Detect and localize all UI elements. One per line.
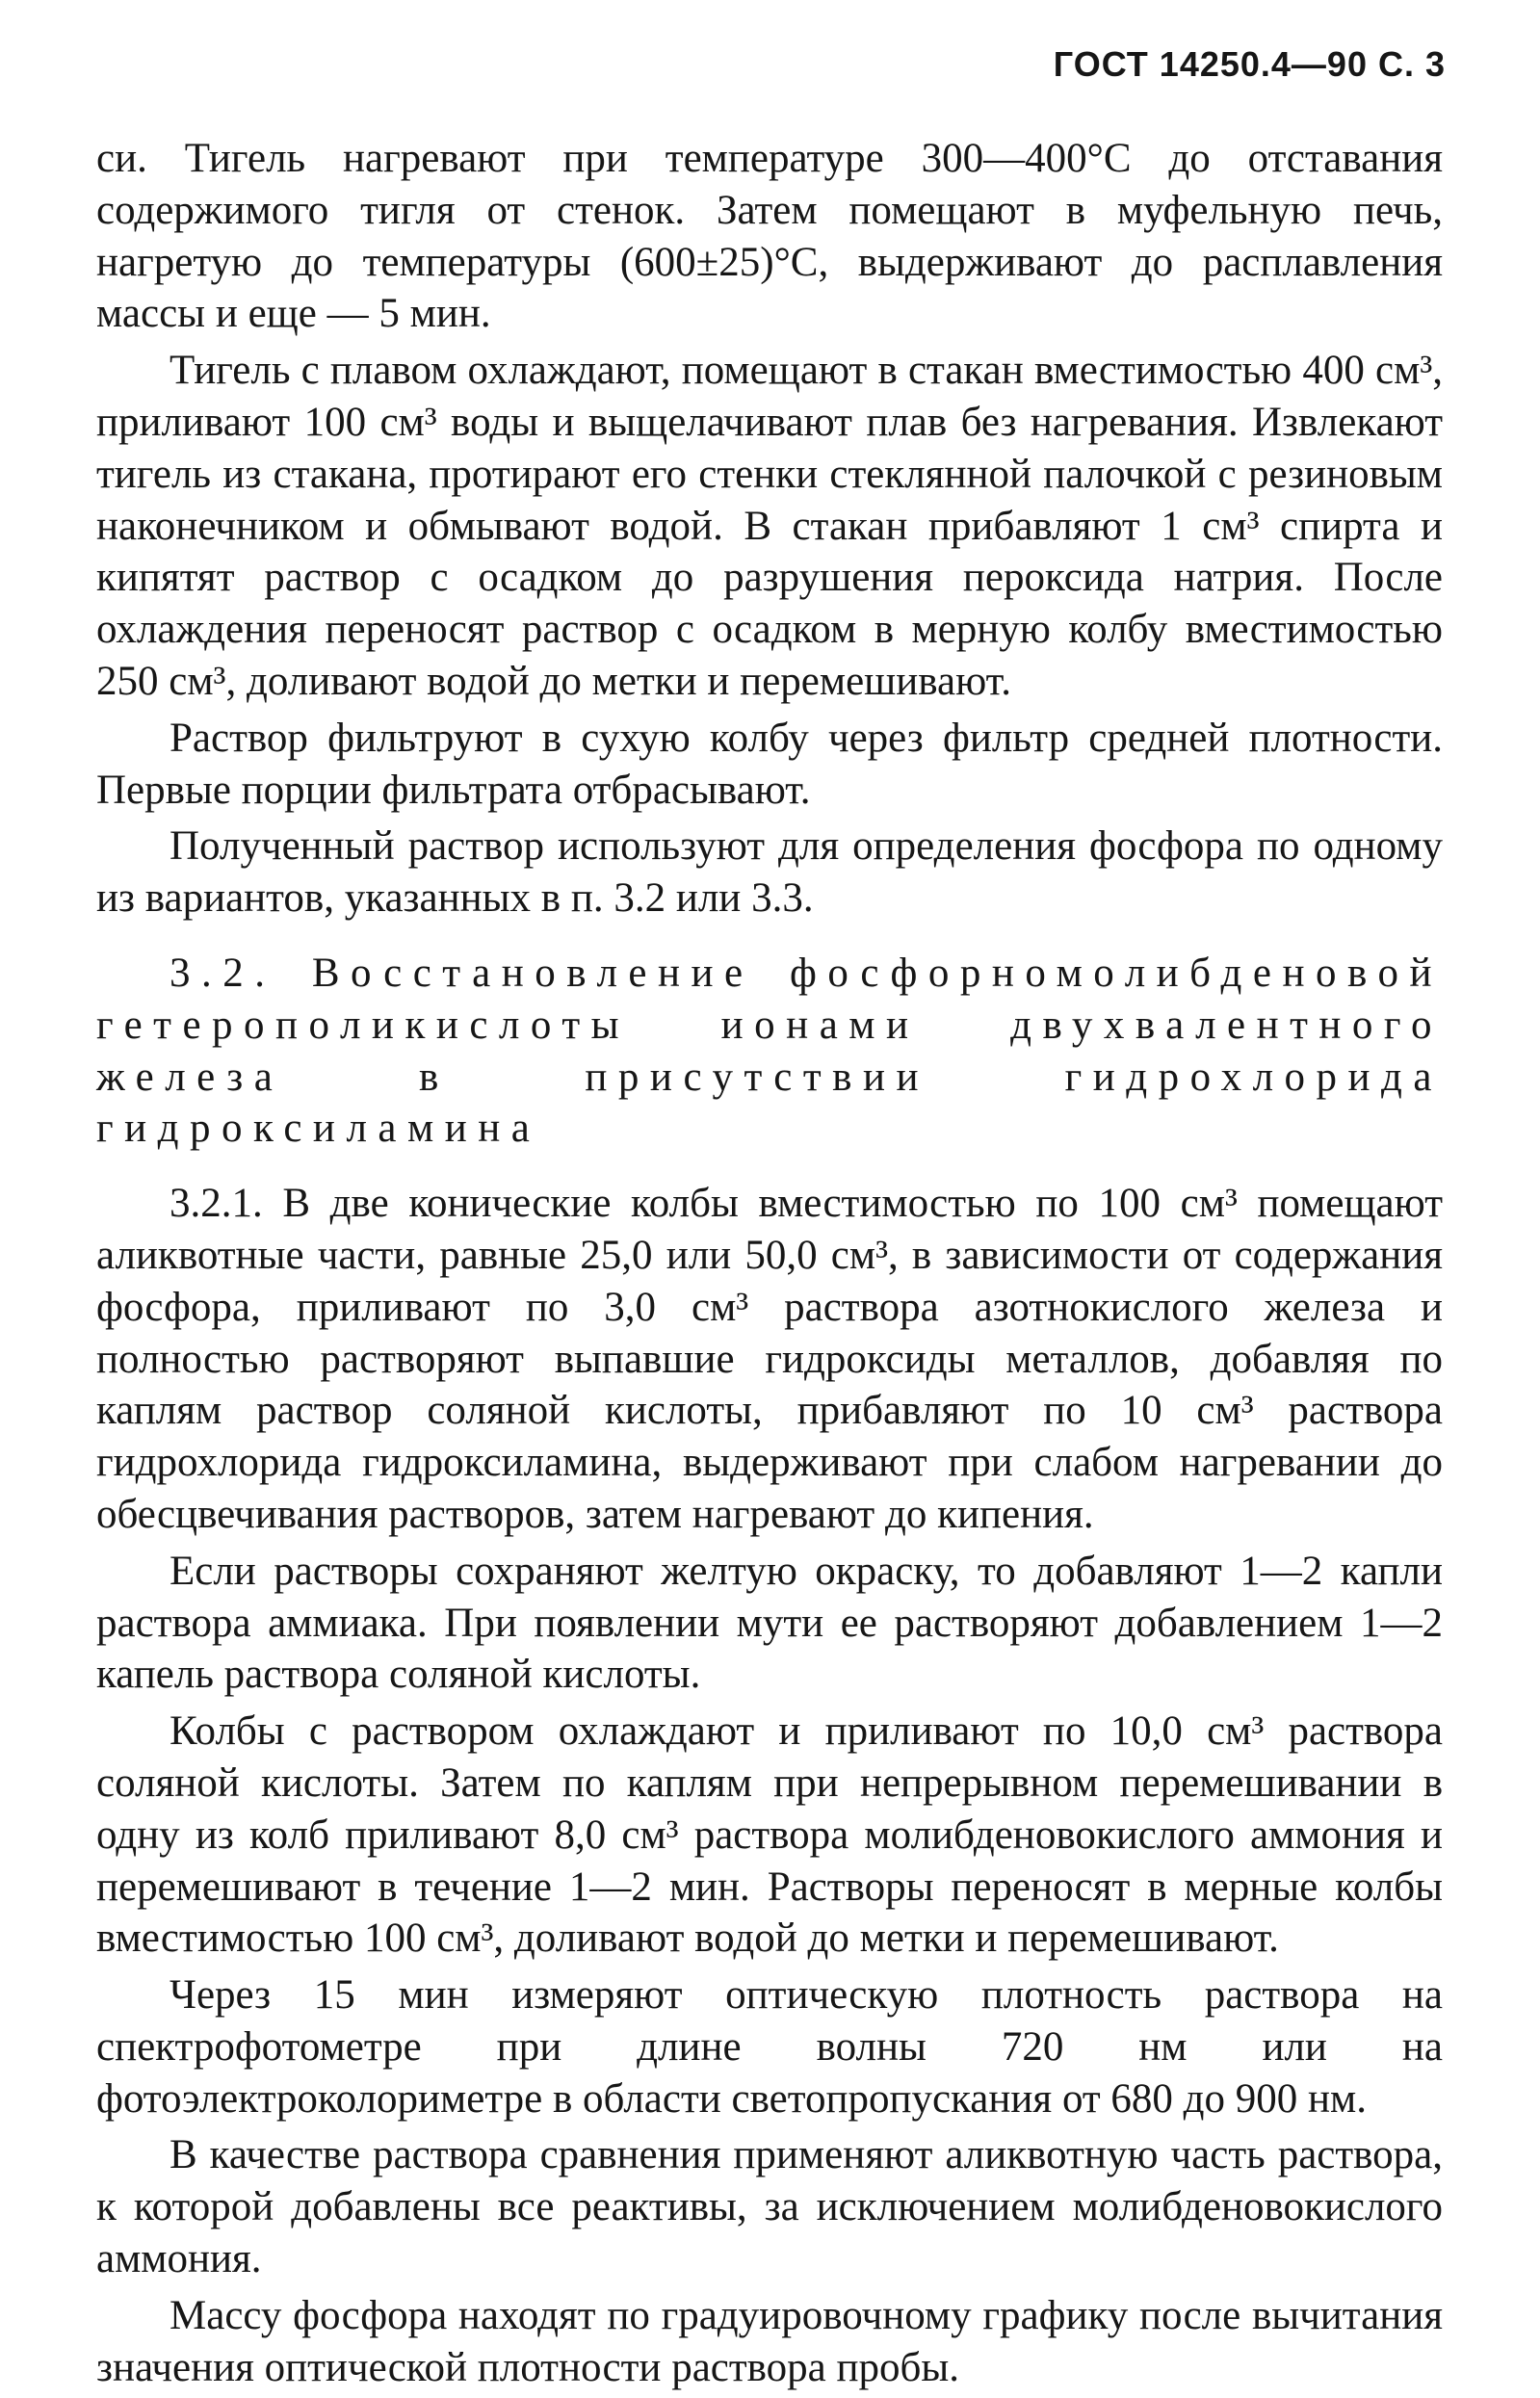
paragraph-crucible: Тигель с плавом охлаждают, помещают в стакан вместимостью 400 см³, приливают 100 см³ воды и выщелачивают плав без нагревания. Извлекают тигель из стакана, протирают его стенки стеклянной палочкой с резиновым наконечником и обмывают водой. В стакан прибавляют 1 см³ спирта и кипятят раствор с осадком до разрушения пероксида натрия. После охлаждения переносят раствор с осадком в мерную колбу вместимостью 250 см³, доливают водой до метки и перемешивают. <box>96 348 1443 704</box>
section-heading: 3.2. Восстановление фосфорномолибденовой гетерополикислоты ионами двухвалентного железа в присутствии гидрохлорида гидроксиламина <box>96 950 1443 1152</box>
paragraph-3-2-1: 3.2.1. В две конические колбы вместимостью по 100 см³ помещают аликвотные части, равные 25,0 или 50,0 см³, в зависимости от содержания фосфора, приливают по 3,0 см³ раствора азотнокислого железа и полностью растворяют выпавшие гидроксиды металлов, добавляя по каплям раствор соляной кислоты, прибавляют по 10 см³ раствора гидрохлорида гидроксиламина, выдерживают при слабом нагревании до обесцвечивания растворов, затем нагревают до кипения. <box>96 1181 1443 1537</box>
paragraph-mass: Массу фосфора находят по градуировочному графику после вычитания значения оптической плотности раствора пробы. <box>96 2292 1443 2390</box>
paragraph-continuation: си. Тигель нагревают при температуре 300—400°С до отставания содержимого тигля от стенок. Затем помещают в муфельную печь, нагретую до температуры (600±25)°С, выдерживают до расплавления массы и еще — 5 мин. <box>96 136 1443 337</box>
page-content <box>96 133 1443 2398</box>
paragraph-flasks: Колбы с раствором охлаждают и приливают по 10,0 см³ раствора соляной кислоты. Затем по каплям при непрерывном перемешивании в одну из колб приливают 8,0 см³ раствора молибденовокислого аммония и перемешивают в течение 1—2 мин. Растворы переносят в мерные колбы вместимостью 100 см³, доливают водой до метки и перемешивают. <box>96 1708 1443 1962</box>
paragraph-measurement: Через 15 мин измеряют оптическую плотность раствора на спектрофотометре при длине волны 720 нм или на фотоэлектроколориметре в области светопропускания от 680 до 900 нм. <box>96 1972 1443 2122</box>
paragraph-filtration: Раствор фильтруют в сухую колбу через фильтр средней плотности. Первые порции фильтрата отбрасывают. <box>96 715 1443 813</box>
paragraph-usage: Полученный раствор используют для определения фосфора по одному из вариантов, указанных в п. 3.2 или 3.3. <box>96 823 1443 922</box>
page-header: ГОСТ 14250.4—90 С. 3 <box>1053 44 1446 84</box>
paragraph-reference: В качестве раствора сравнения применяют аликвотную часть раствора, к которой добавлены все реактивы, за исключением молибденовокислого аммония. <box>96 2132 1443 2282</box>
paragraph-yellow-color: Если растворы сохраняют желтую окраску, то добавляют 1—2 капли раствора аммиака. При появлении мути ее растворяют добавлением 1—2 капель раствора соляной кислоты. <box>96 1548 1443 1698</box>
